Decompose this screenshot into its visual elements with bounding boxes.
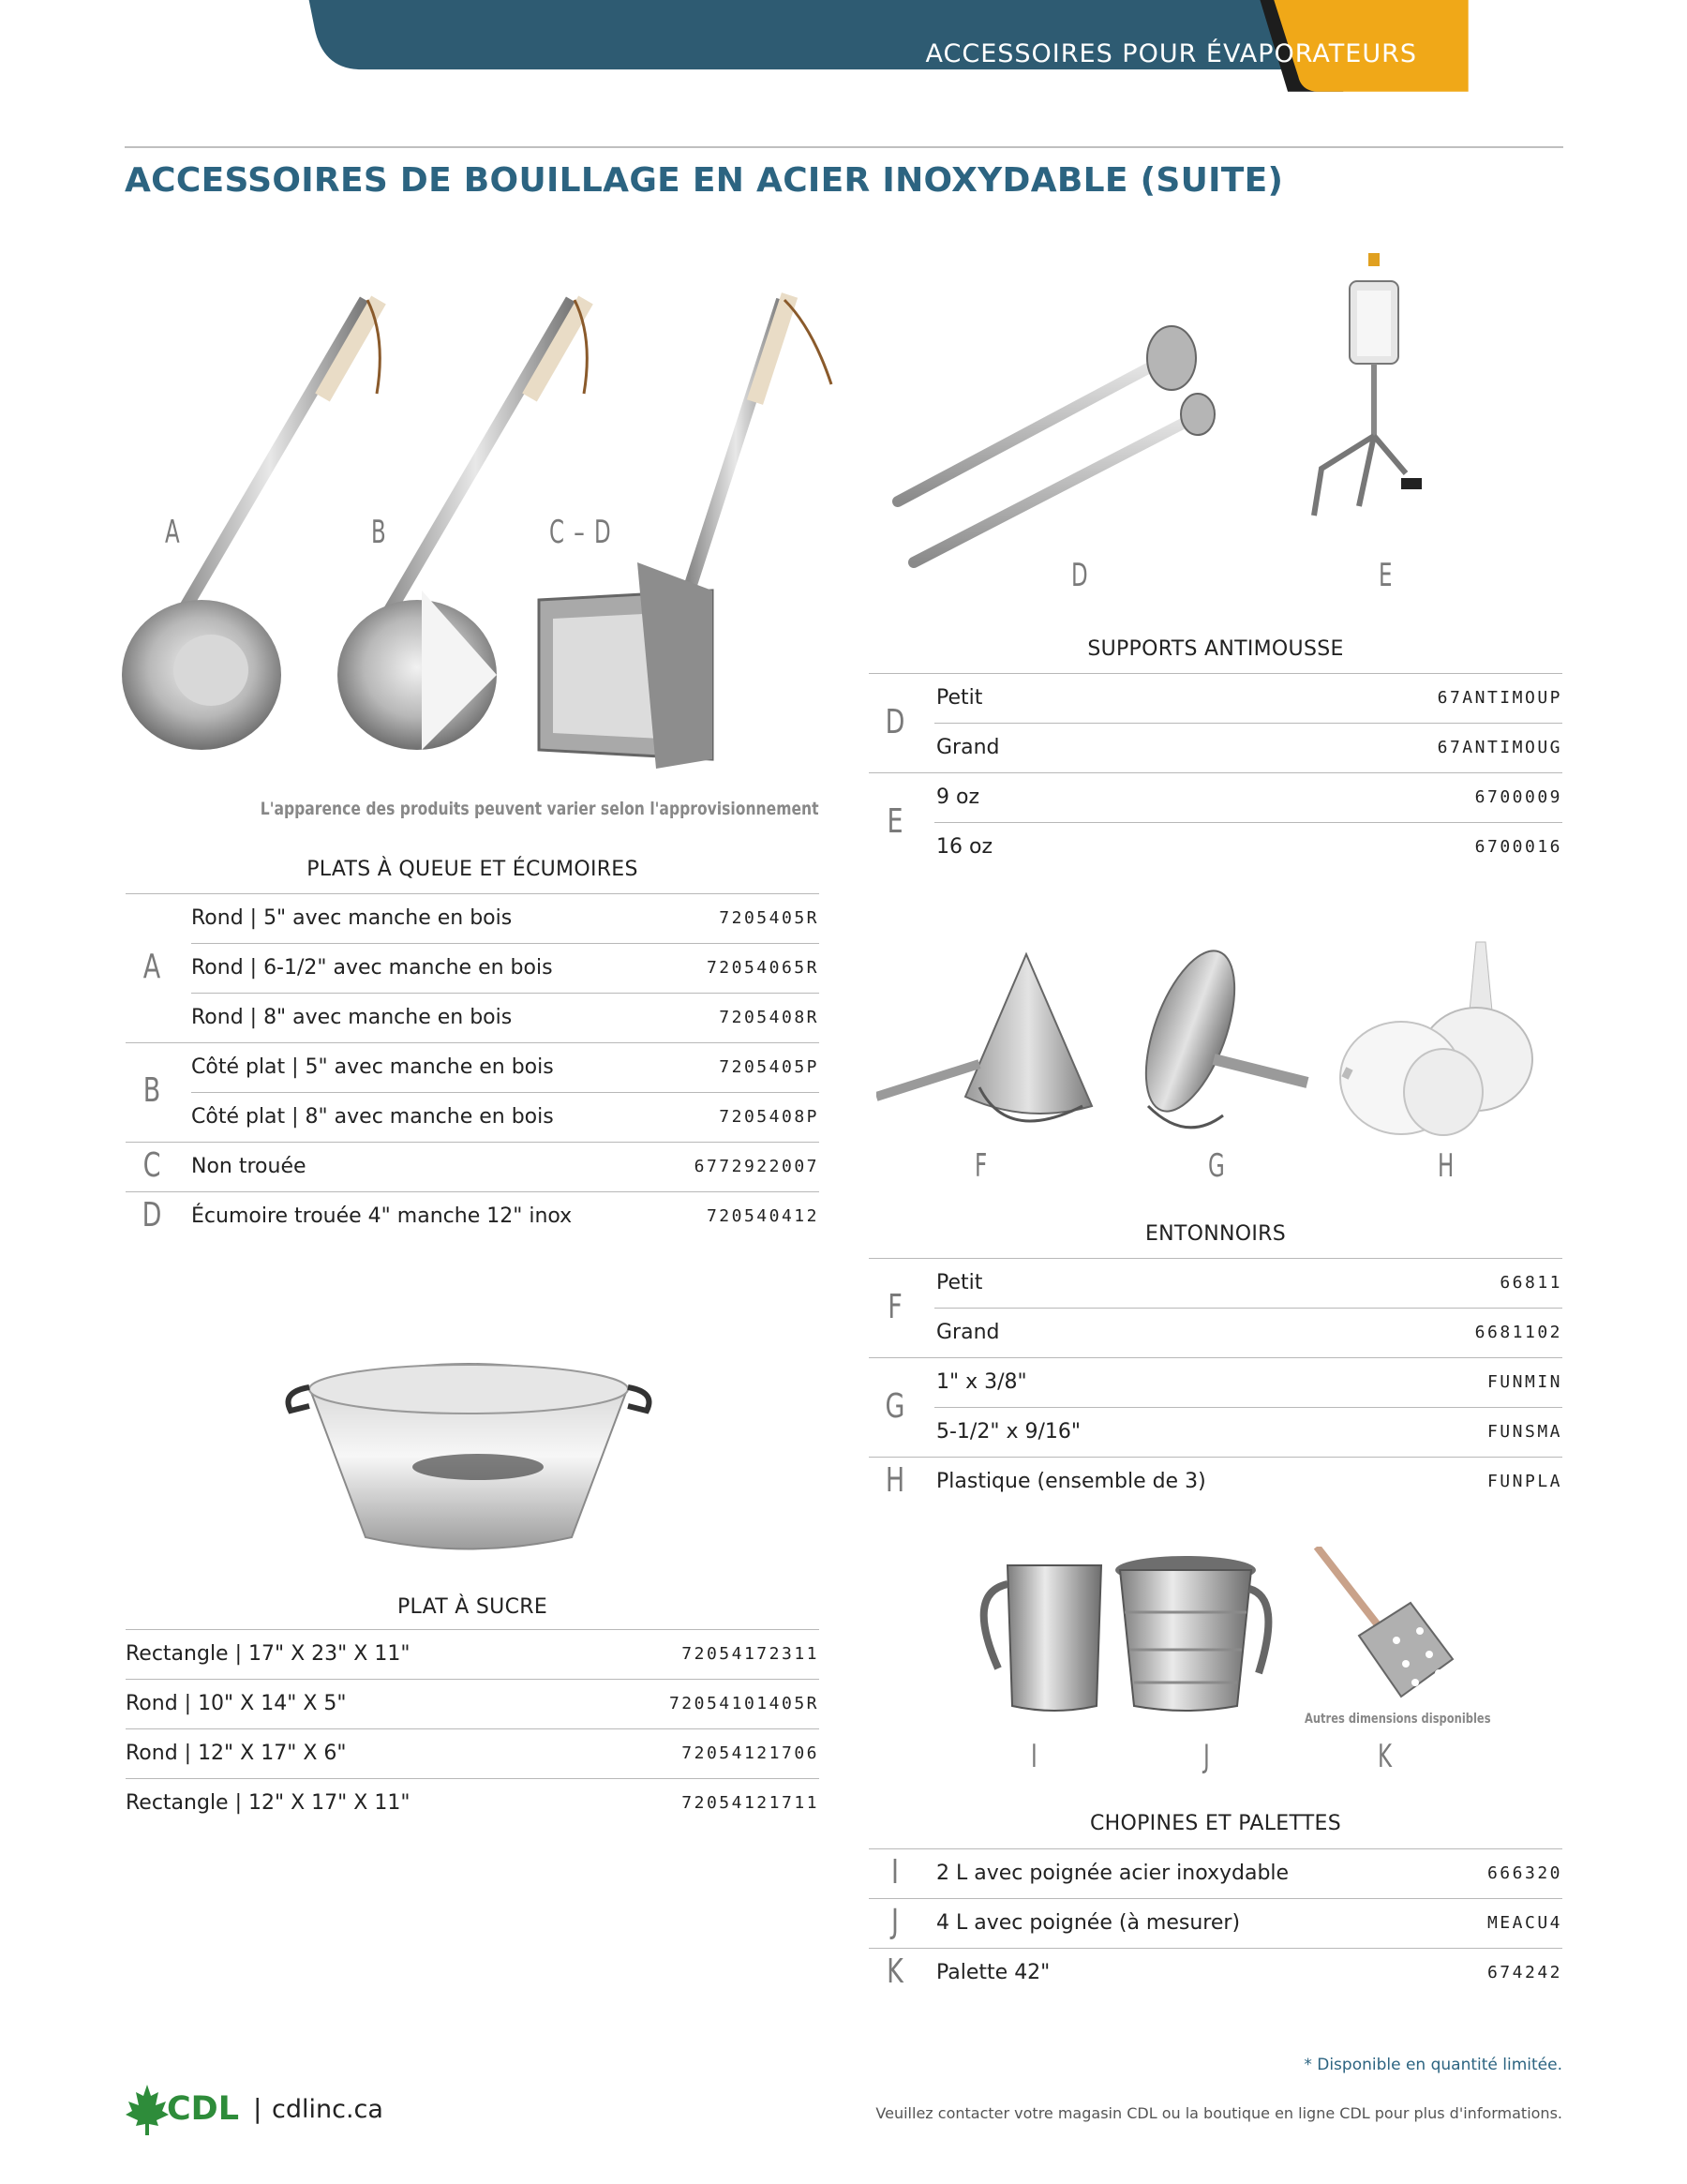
table-row (126, 1629, 819, 1680)
table-row (191, 1042, 819, 1093)
website-link[interactable]: cdlinc.ca (272, 2095, 383, 2124)
item-code: 72054121711 (681, 1793, 819, 1813)
item-code: 72054172311 (681, 1644, 819, 1664)
item-desc: Rond | 10" X 14" X 5" (126, 1692, 347, 1715)
group-letter-f: F (888, 1288, 903, 1326)
table-row (869, 1457, 1562, 1507)
item-code: FUNSMA (1486, 1422, 1562, 1442)
photo-label-f: F (975, 1147, 989, 1185)
item-code: 66811 (1500, 1273, 1562, 1293)
table-row (126, 1679, 819, 1729)
table-title-chopines: CHOPINES ET PALETTES (1089, 1812, 1342, 1835)
table-row (126, 1191, 819, 1242)
item-code: 67ANTIMOUG (1437, 738, 1562, 757)
photo-label-b: B (371, 514, 388, 551)
item-desc: Écumoire trouée 4" manche 12" inox (191, 1204, 573, 1228)
table-row (934, 723, 1562, 773)
group-letter-j: J (891, 1903, 899, 1941)
table-row (869, 1948, 1562, 1998)
item-code: 72054101405R (668, 1694, 819, 1713)
antifoam-photo (881, 244, 1481, 581)
photo-label-d: D (1071, 557, 1090, 594)
item-code: 72054121706 (681, 1743, 819, 1763)
group-letter-i: I (891, 1853, 899, 1892)
group-divider (126, 1042, 191, 1043)
brand-logo-text: CDL (167, 2090, 240, 2128)
header-year: 2026 (191, 37, 270, 70)
table-row (934, 822, 1562, 873)
table-title-antimousse: SUPPORTS ANTIMOUSSE (1087, 637, 1344, 661)
item-code: 720540412 (706, 1206, 819, 1226)
table-row (126, 1778, 819, 1829)
item-desc: Rond | 5" avec manche en bois (191, 906, 513, 930)
table-row (869, 1357, 1562, 1408)
item-desc: Rond | 8" avec manche en bois (191, 1006, 513, 1029)
group-divider (126, 893, 191, 894)
photo-label-j: J (1203, 1738, 1212, 1775)
title-divider (125, 146, 1563, 148)
table-row (869, 1848, 1562, 1899)
item-code: FUNMIN (1486, 1372, 1562, 1392)
pitchers-caption: Autres dimensions disponibles (1305, 1712, 1491, 1727)
item-code: FUNPLA (1486, 1472, 1562, 1491)
photo-label-a: A (165, 514, 182, 551)
table-title-sucre: PLAT À SUCRE (396, 1595, 548, 1619)
item-desc: Palette 42" (936, 1961, 1051, 1984)
ladles-photo (112, 281, 844, 778)
group-letter-g: G (885, 1387, 905, 1426)
table-row (869, 772, 1562, 823)
table-row (191, 1092, 819, 1143)
item-code: 7205408P (719, 1107, 819, 1127)
photo-label-k: K (1378, 1738, 1394, 1775)
group-letter-k: K (887, 1952, 903, 1991)
item-code: 6681102 (1474, 1323, 1562, 1342)
group-letter-a: A (142, 948, 161, 986)
pitchers-photo (961, 1547, 1485, 1715)
item-desc: Rond | 6-1/2" avec manche en bois (191, 956, 553, 980)
group-letter-d: D (885, 703, 905, 741)
item-desc: 5-1/2" x 9/16" (936, 1420, 1081, 1444)
maple-leaf-icon (125, 2083, 170, 2137)
group-letter-e: E (887, 802, 903, 841)
item-desc: Grand (936, 1321, 1000, 1344)
table-title-plats: PLATS À QUEUE ET ÉCUMOIRES (306, 858, 638, 881)
header-section-title: ACCESSOIRES POUR ÉVAPORATEURS (925, 39, 1417, 68)
item-code: 6700009 (1474, 787, 1562, 807)
item-code: 7205408R (719, 1008, 819, 1027)
table-row (126, 1728, 819, 1779)
table-title-entonnoirs: ENTONNOIRS (1144, 1222, 1287, 1246)
item-desc: Petit (936, 1271, 983, 1294)
item-desc: Rectangle | 17" X 23" X 11" (126, 1642, 411, 1666)
item-desc: Petit (936, 686, 983, 710)
table-row (191, 943, 819, 994)
footer-separator: | (253, 2093, 262, 2124)
item-desc: Rond | 12" X 17" X 6" (126, 1742, 347, 1765)
item-code: 666320 (1486, 1863, 1562, 1883)
item-code: 674242 (1486, 1963, 1562, 1982)
table-row (934, 1308, 1562, 1358)
group-letter-h: H (885, 1461, 905, 1500)
limited-availability-note: * Disponible en quantité limitée. (1304, 2056, 1562, 2074)
page-number: 103 (1471, 31, 1550, 74)
item-desc: Côté plat | 5" avec manche en bois (191, 1055, 554, 1079)
table-row (869, 673, 1562, 724)
ladles-caption: L'apparence des produits peuvent varier selon l'approvisionnement (261, 799, 819, 819)
table-plats (126, 893, 819, 1248)
item-desc: 4 L avec poignée (à mesurer) (936, 1911, 1241, 1935)
item-desc: Plastique (ensemble de 3) (936, 1470, 1206, 1493)
item-desc: 16 oz (936, 835, 993, 859)
table-antimousse (869, 673, 1562, 872)
table-sucre (126, 1629, 819, 1828)
sugar-pan-photo (262, 1350, 675, 1565)
photo-label-c-d: C – D (549, 514, 613, 551)
item-code: 7205405R (719, 908, 819, 928)
item-code: 7205405P (719, 1057, 819, 1077)
item-desc: Rectangle | 12" X 17" X 11" (126, 1791, 411, 1815)
item-code: 6772922007 (694, 1157, 819, 1176)
item-code: MEACU4 (1486, 1913, 1562, 1933)
photo-label-g: G (1208, 1147, 1227, 1185)
funnels-photo (876, 937, 1551, 1144)
photo-label-h: H (1438, 1147, 1456, 1185)
item-desc: Non trouée (191, 1155, 306, 1178)
table-row (934, 1407, 1562, 1458)
page-title: ACCESSOIRES DE BOUILLAGE EN ACIER INOXYDABLE (SUITE) (125, 161, 1284, 200)
table-row (191, 993, 819, 1043)
group-letter-d: D (142, 1196, 162, 1234)
table-row (126, 1142, 819, 1192)
table-row (869, 1898, 1562, 1949)
item-code: 6700016 (1474, 837, 1562, 857)
table-entonnoirs (869, 1258, 1562, 1506)
item-code: 67ANTIMOUP (1437, 688, 1562, 708)
table-row (191, 893, 819, 944)
item-desc: Grand (936, 736, 1000, 759)
contact-note: Veuillez contacter votre magasin CDL ou la boutique en ligne CDL pour plus d'informations. (875, 2104, 1562, 2122)
group-letter-c: C (142, 1146, 161, 1185)
photo-label-i: I (1031, 1738, 1039, 1775)
item-desc: Côté plat | 8" avec manche en bois (191, 1105, 554, 1129)
item-desc: 9 oz (936, 785, 979, 809)
item-desc: 2 L avec poignée acier inoxydable (936, 1862, 1290, 1885)
item-code: 72054065R (706, 958, 819, 978)
group-letter-b: B (142, 1071, 161, 1110)
table-chopines (869, 1848, 1562, 1998)
table-row (869, 1258, 1562, 1309)
item-desc: 1" x 3/8" (936, 1370, 1027, 1394)
photo-label-e: E (1379, 557, 1394, 594)
